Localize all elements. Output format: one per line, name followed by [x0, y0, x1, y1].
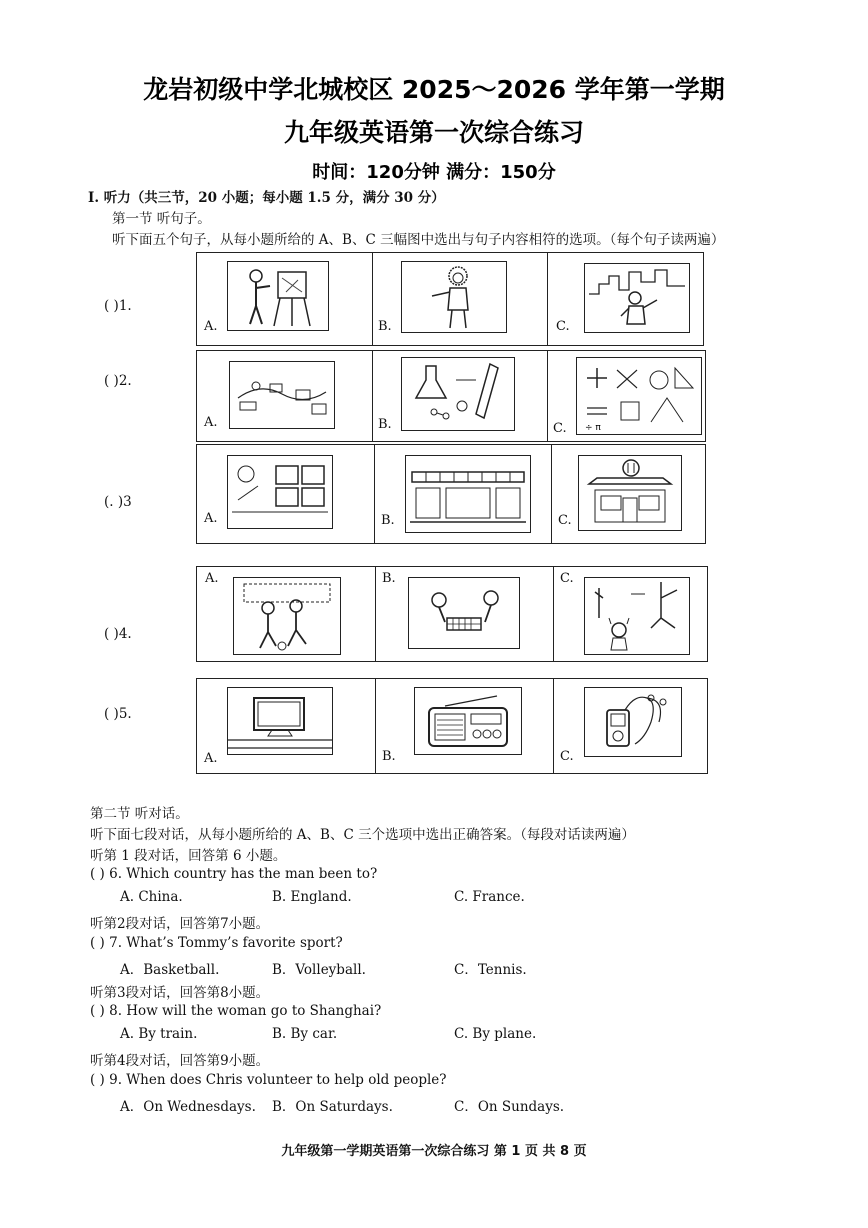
shop-front-icon [405, 455, 531, 533]
question-8-option-b: B. By car. [272, 1026, 338, 1042]
dialog-1-intro: 听第 1 段对话，回答第 6 小题。 [90, 848, 287, 864]
option-b-letter: B. [378, 319, 392, 334]
part1-instruction: 听下面五个句子，从每小题所给的 A、B、C 三幅图中选出与句子内容相符的选项。（每个句子读两遍） [112, 232, 725, 248]
question-5-picture-row [196, 678, 708, 774]
question-7: ( ) 7. What’s Tommy’s favorite sport? [90, 935, 343, 951]
option-b-letter: B. [382, 571, 396, 586]
exam-meta: 时间：120分钟 满分：150分 [312, 162, 556, 183]
old-woman-icon [401, 261, 507, 333]
option-a-cell [197, 445, 374, 543]
option-c-cell [547, 253, 704, 345]
option-b-cell [372, 253, 548, 345]
option-a-cell [197, 253, 372, 345]
option-b-letter: B. [382, 749, 396, 764]
option-a-letter: A. [204, 511, 218, 526]
question-3-picture-row [196, 444, 706, 544]
option-a-letter: A. [204, 751, 218, 766]
question-1-label: ( )1. [104, 298, 132, 314]
option-b-cell [375, 679, 554, 773]
exam-title-line1: 龙岩初级中学北城校区 2025～2026 学年第一学期 [143, 75, 725, 104]
question-6-option-b: B. England. [272, 889, 352, 905]
question-4-label: ( )4. [104, 626, 132, 642]
option-c-letter: C. [553, 421, 567, 436]
question-7-option-a: A．Basketball. [120, 962, 220, 978]
question-8-option-a: A. By train. [120, 1026, 198, 1042]
option-a-letter: A. [204, 319, 218, 334]
kids-playing-soccer-icon [233, 577, 341, 655]
question-2-picture-row [196, 350, 706, 442]
question-8: ( ) 8. How will the woman go to Shanghai? [90, 1003, 382, 1019]
option-c-cell [553, 679, 708, 773]
question-6: ( ) 6. Which country has the man been to? [90, 866, 378, 882]
television-icon [227, 687, 333, 755]
question-6-option-c: C. France. [454, 889, 525, 905]
option-a-cell [197, 567, 375, 661]
option-c-cell [551, 445, 706, 543]
option-a-letter: A. [205, 571, 219, 586]
question-1-picture-row [196, 252, 704, 346]
option-a-letter: A. [204, 415, 218, 430]
kids-playing-chess-icon [408, 577, 520, 649]
dialog-2-intro: 听第2段对话，回答第7小题。 [90, 916, 270, 932]
question-6-option-a: A. China. [120, 889, 183, 905]
svg-text:÷ π: ÷ π [585, 423, 601, 433]
option-b-cell [375, 567, 554, 661]
part1-title: 第一节 听句子。 [112, 211, 211, 227]
question-9-option-c: C．On Sundays. [454, 1099, 565, 1115]
part2-instruction: 听下面七段对话，从每小题所给的 A、B、C 三个选项中选出正确答案。（每段对话读两遍） [90, 827, 635, 843]
question-4-picture-row [196, 566, 708, 662]
math-symbols-icon [576, 357, 702, 435]
option-c-letter: C. [560, 571, 574, 586]
question-9-option-b: B．On Saturdays. [272, 1099, 393, 1115]
question-9-option-a: A．On Wednesdays. [120, 1099, 256, 1115]
page-footer: 九年级第一学期英语第一次综合练习 第 1 页 共 8 页 [281, 1144, 587, 1159]
option-c-letter: C. [560, 749, 574, 764]
mp3-player-icon [584, 687, 682, 757]
option-c-letter: C. [556, 319, 570, 334]
man-in-city-icon [584, 263, 690, 333]
classroom-window-icon [227, 455, 333, 529]
dialog-3-intro: 听第3段对话，回答第8小题。 [90, 985, 270, 1001]
science-lab-icon [401, 357, 515, 431]
option-a-cell [197, 351, 372, 441]
option-b-letter: B. [381, 513, 395, 528]
option-c-cell [547, 351, 706, 441]
question-2-label: ( )2. [104, 373, 132, 389]
boy-in-park-icon [584, 577, 690, 655]
question-9: ( ) 9. When does Chris volunteer to help old people? [90, 1072, 447, 1088]
dialog-4-intro: 听第4段对话，回答第9小题。 [90, 1053, 270, 1069]
question-7-option-c: C．Tennis. [454, 962, 527, 978]
question-3-label: (. )3 [104, 494, 132, 510]
map-travel-icon [229, 361, 335, 429]
question-7-option-b: B．Volleyball. [272, 962, 366, 978]
part2-title: 第二节 听对话。 [90, 806, 189, 822]
exam-title-line2: 九年级英语第一次综合练习 [283, 118, 584, 147]
section-heading: I. 听力（共三节，20 小题；每小题 1.5 分，满分 30 分） [88, 190, 445, 206]
option-b-cell [374, 445, 552, 543]
radio-icon [414, 687, 522, 755]
option-c-letter: C. [558, 513, 572, 528]
option-a-cell [197, 679, 375, 773]
painter-at-easel-icon [227, 261, 329, 331]
question-5-label: ( )5. [104, 706, 132, 722]
option-b-cell [372, 351, 548, 441]
restaurant-icon [578, 455, 682, 531]
option-b-letter: B. [378, 417, 392, 432]
option-c-cell [553, 567, 708, 661]
question-8-option-c: C. By plane. [454, 1026, 537, 1042]
